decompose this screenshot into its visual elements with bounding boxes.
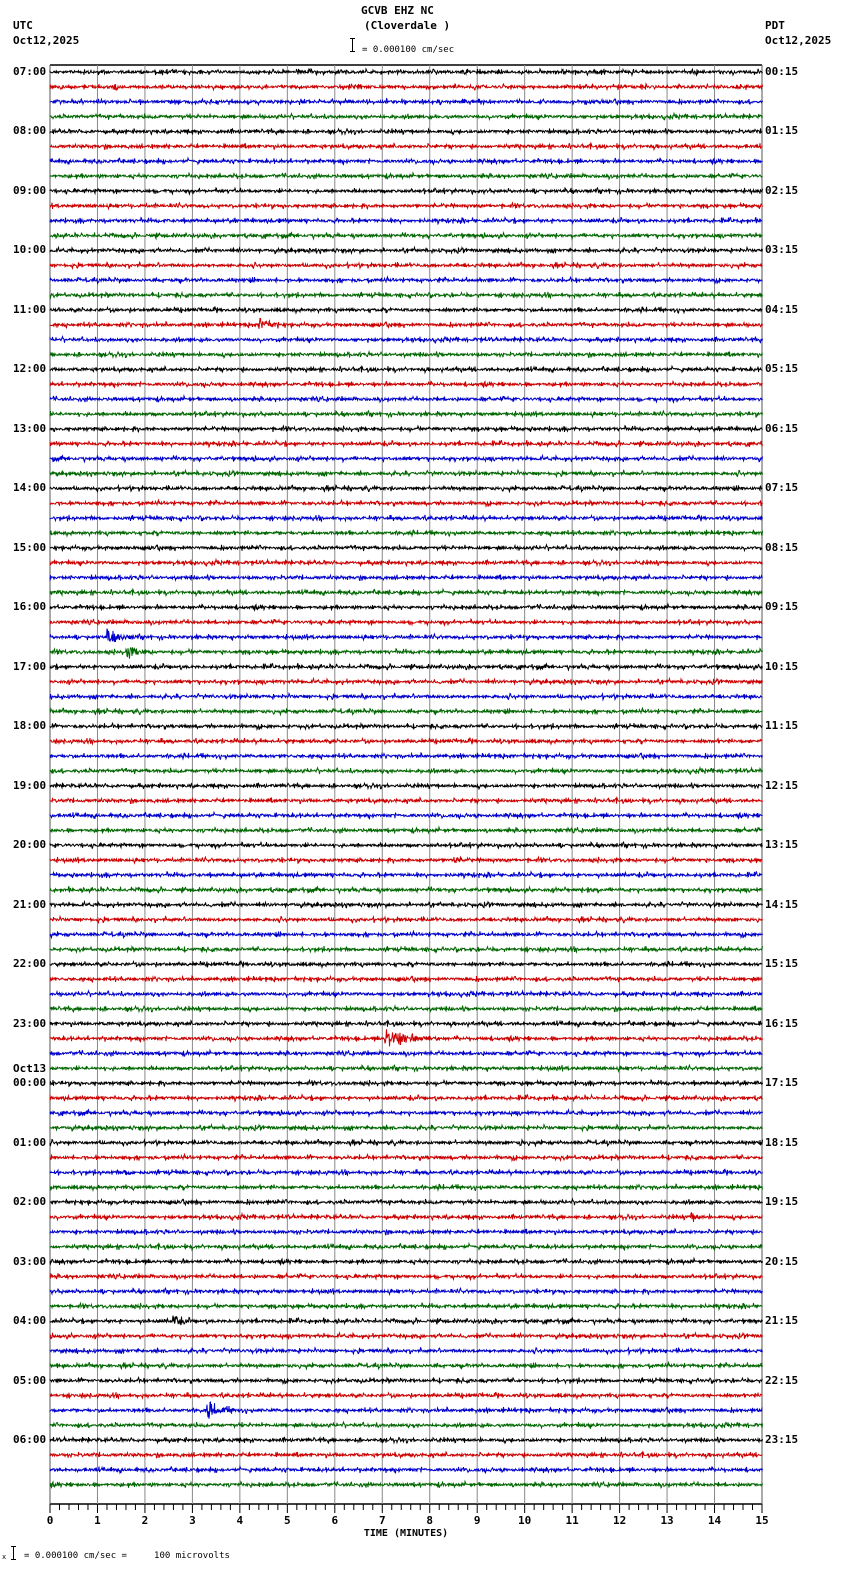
utc-hour-label: 22:00 <box>13 957 47 971</box>
pdt-hour-label: 18:15 <box>765 1135 799 1149</box>
pdt-hour-label: 21:15 <box>765 1314 799 1328</box>
pdt-hour-label: 04:15 <box>765 302 799 316</box>
footer-scale-prefix: x <box>2 1553 7 1561</box>
x-tick-label: 7 <box>378 1514 386 1527</box>
utc-hour-label: 20:00 <box>13 838 47 852</box>
utc-hour-label: 07:00 <box>13 65 47 78</box>
footer-scale-bar-icon <box>13 1546 19 1560</box>
utc-hour-label: 16:00 <box>13 600 47 614</box>
left-timezone: UTC <box>13 19 33 32</box>
scale-text: = 0.000100 cm/sec <box>362 45 455 55</box>
utc-hour-label: 11:00 <box>13 302 47 316</box>
utc-hour-label: 09:00 <box>13 183 47 197</box>
utc-hour-label: 21:00 <box>13 897 47 911</box>
x-tick-label: 5 <box>284 1514 291 1527</box>
pdt-hour-label: 11:15 <box>765 719 799 733</box>
right-date: Oct12,2025 <box>765 34 832 47</box>
utc-hour-label: 14:00 <box>13 481 47 495</box>
x-tick-label: 1 <box>94 1514 101 1527</box>
utc-hour-label: 03:00 <box>13 1254 47 1268</box>
right-timezone: PDT <box>765 19 785 32</box>
utc-hour-label: 02:00 <box>13 1195 47 1209</box>
date-change-label: Oct13 <box>13 1062 47 1076</box>
x-tick-label: 6 <box>331 1514 339 1527</box>
pdt-hour-label: 17:15 <box>765 1076 799 1090</box>
x-tick-label: 3 <box>189 1514 196 1527</box>
footer-scale-text: = 0.000100 cm/sec = 100 microvolts <box>24 1551 230 1561</box>
x-tick-label: 4 <box>236 1514 244 1527</box>
left-date: Oct12,2025 <box>13 34 80 47</box>
pdt-hour-label: 07:15 <box>765 481 799 495</box>
utc-hour-label: 18:00 <box>13 719 47 733</box>
station-location: (Cloverdale ) <box>364 19 451 32</box>
pdt-hour-label: 13:15 <box>765 838 799 852</box>
utc-hour-label: 17:00 <box>13 659 47 673</box>
pdt-hour-label: 16:15 <box>765 1016 799 1030</box>
pdt-hour-label: 03:15 <box>765 243 799 257</box>
pdt-hour-label: 02:15 <box>765 183 799 197</box>
x-tick-label: 10 <box>518 1514 532 1527</box>
x-tick-label: 2 <box>141 1514 149 1527</box>
pdt-hour-label: 06:15 <box>765 421 799 435</box>
pdt-hour-label: 22:15 <box>765 1373 799 1387</box>
pdt-hour-label: 19:15 <box>765 1195 799 1209</box>
pdt-hour-label: 09:15 <box>765 600 799 614</box>
pdt-hour-label: 23:15 <box>765 1433 799 1447</box>
pdt-hour-label: 01:15 <box>765 124 799 138</box>
x-tick-label: 11 <box>565 1514 579 1527</box>
station-title: GCVB EHZ NC <box>361 4 434 17</box>
utc-hour-label: 15:00 <box>13 540 47 554</box>
utc-hour-label: 04:00 <box>13 1314 47 1328</box>
x-tick-label: 14 <box>707 1514 722 1527</box>
x-tick-label: 0 <box>46 1514 54 1527</box>
utc-hour-label: 23:00 <box>13 1016 47 1030</box>
utc-hour-label: 01:00 <box>13 1135 47 1149</box>
pdt-hour-label: 00:15 <box>765 65 799 78</box>
x-tick-label: 12 <box>612 1514 627 1527</box>
pdt-hour-label: 20:15 <box>765 1254 799 1268</box>
utc-hour-label: 10:00 <box>13 243 47 257</box>
utc-hour-label: 05:00 <box>13 1373 47 1387</box>
pdt-hour-label: 12:15 <box>765 778 799 792</box>
x-tick-label: 13 <box>660 1514 674 1527</box>
utc-hour-label: 19:00 <box>13 778 47 792</box>
pdt-hour-label: 15:15 <box>765 957 799 971</box>
x-tick-label: 8 <box>426 1514 434 1527</box>
x-axis-label: TIME (MINUTES) <box>363 1528 449 1539</box>
utc-hour-label: 08:00 <box>13 124 47 138</box>
pdt-hour-label: 10:15 <box>765 659 799 673</box>
pdt-hour-label: 08:15 <box>765 540 799 554</box>
x-tick-label: 15 <box>755 1514 769 1527</box>
utc-hour-label: 13:00 <box>13 421 47 435</box>
x-tick-label: 9 <box>473 1514 481 1527</box>
pdt-hour-label: 05:15 <box>765 362 799 376</box>
pdt-hour-label: 14:15 <box>765 897 799 911</box>
utc-hour-label: 12:00 <box>13 362 47 376</box>
utc-hour-label: 06:00 <box>13 1433 47 1447</box>
utc-hour-label: 00:00 <box>13 1076 47 1090</box>
